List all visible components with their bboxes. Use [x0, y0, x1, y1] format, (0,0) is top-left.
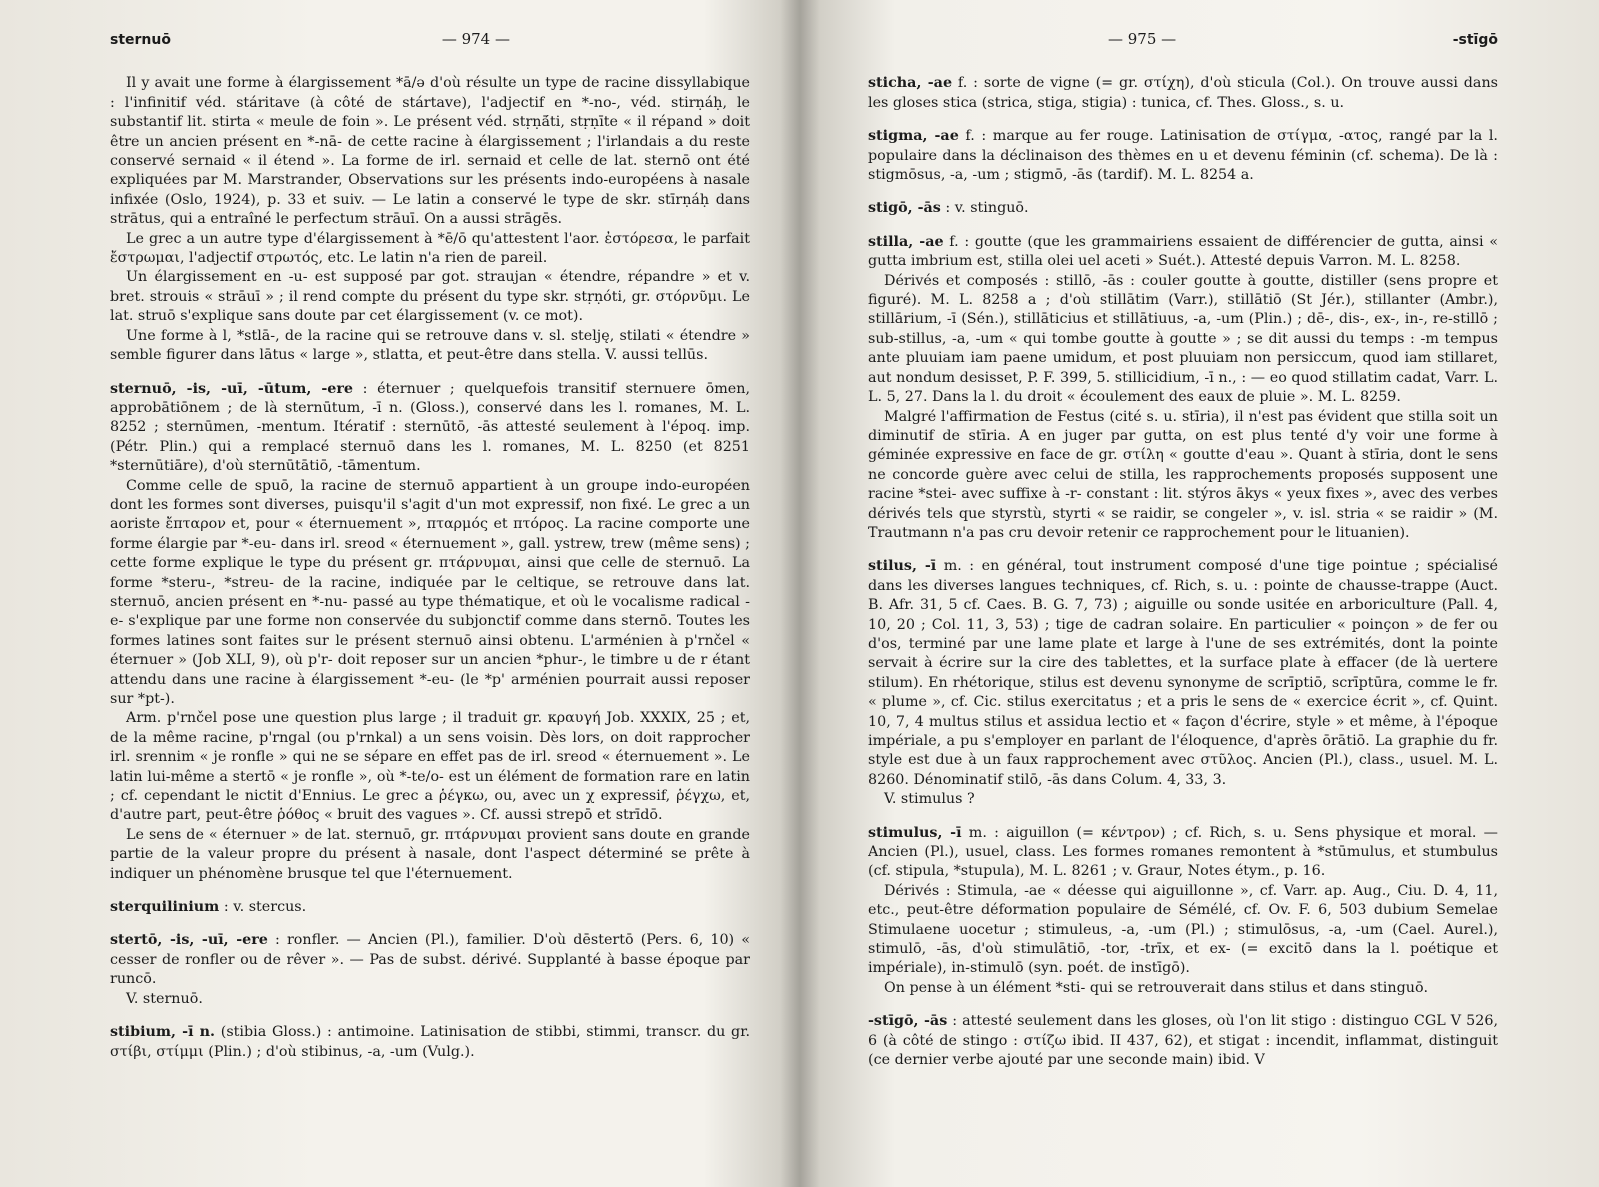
paragraph-text: m. : aiguillon (= κέντρον) ; cf. Rich, s. u. Sens physique et moral. — Ancien (Pl.), usuel, class. Les formes romanes remontent à *stūmulus, et stumbulus (cf. stipula, *stupula), M. L. 8261 ; v. Graur, Notes étym., p. 16. — [868, 824, 1498, 880]
paragraph — [110, 74, 750, 229]
entry-headword: sticha, -ae — [868, 75, 953, 92]
paragraph-text: (stibia Gloss.) : antimoine. Latinisation de stibbi, stimmi, transcr. du gr. στίβι, στίμμι (Plin.) ; d'où stibinus, -a, -um (Vulg.). — [110, 1024, 750, 1060]
left-page — [110, 30, 750, 1170]
dictionary-entry — [110, 931, 750, 989]
right-page — [868, 30, 1498, 1170]
dictionary-entry — [110, 898, 750, 917]
paragraph-text: m. : en général, tout instrument composé d'une tige pointue ; spécialisé dans les diverses langues techniques, cf. Rich, s. u. : pointe de chausse-trappe (Auct. B. Afr. 31, 5 cf. Caes. B. G. 7, 73) ; aiguille ou sonde usitée en arboriculture (Pall. 4, 10, 20 ; Col. 11, 3, 53) ; tige de cadran solaire. En particulier « poinçon » de fer ou d'os, terminé par une lame plate et large à l'une de ses extrémités, dont la pointe servait à écrire sur la cire des tablettes, et la surface plate à effacer (de là uertere stilum). En rhétorique, stilus est devenu synonyme de scrīptiō, scrīptūra, comme le fr. « plume », cf. Cic. stilus exercitatus ; et a pris le sens de « exercice écrit », cf. Quint. 10, 7, 4 multus stilus et assidua lectio et « façon d'écrire, style » et même, à l'époque impériale, a pu s'employer en parlant de l'éloquence, d'après ōrātiō. La graphie du fr. style est due à un faux rapprochement avec στῦλος. Ancien (Pl.), class., usuel. M. L. 8260. Dénominatif stilō, -ās dans Colum. 4, 33, 3. — [868, 558, 1498, 788]
dictionary-entry — [868, 824, 1498, 882]
paragraph-text: Le grec a un autre type d'élargissement à *ē/ō qu'attestent l'aor. ἐστόρεσα, le parfait ἔστρωμαι, l'adjectif στρωτός, etc. Le latin n'a rien de pareil. — [110, 230, 750, 267]
paragraph-text: Il y avait une forme à élargissement *ā/ə d'où résulte un type de racine dissyllabique : l'infinitif véd. stáritave (à côté de stártave), l'adjectif en *-no-, véd. stirṇáḥ, le substantif lit. stirta « meule de foin ». Le présent véd. stṛṇā́ti, stṛṇīte « il répand » doit être un ancien présent en *-nā- de cette racine à élargissement ; l'irlandais a du reste conservé sernaid « il étend ». La forme de irl. sernaid et celle de lat. sternō ont été expliquées par M. Marstrander, Observations sur les présents indo-européens à nasale infixée (Oslo, 1924), p. 33 et suiv. — Le latin a conservé le type de skr. stīrṇáḥ dans strātus, qui a entraîné le perfectum strāuī. On a aussi strāgēs. — [110, 75, 750, 228]
paragraph-text: Arm. p'rnčel pose une question plus large ; il traduit gr. κραυγή Job. XXXIX, 25 ; et, de la même racine, p'rngal (ou p'rnkal) a un sens voisin. Dès lors, on doit rapprocher irl. srennim « je ronfle » qui ne se sépare en effet pas de irl. sreod « éternuement ». Le latin lui-même a stertō « je ronfle », où *-te/o- est un élément de formation rare en latin ; cf. cependant le nictit d'Ennius. Le grec a ῥέγκω, ou, avec un χ expressif, ῥέγχω, et, d'autre part, peut-être ῥόθος « bruit des vagues ». Cf. aussi strepō et strīdō. — [110, 710, 750, 824]
paragraph-text: Malgré l'affirmation de Festus (cité s. u. stīria), il n'est pas évident que stilla soit un diminutif de stīria. A en juger par gutta, on est plus tenté d'y voir une forme à géminée expressive en face de gr. στίλη « goutte d'eau ». Quant à stīria, dont le sens ne concorde guère avec celui de stilla, les rapprochements proposés supposent une racine *stei- avec suffixe à -r- constant : lit. stýros ākys « yeux fixes », avec des verbes dérivés tels que styrstù, styrti « se raidir, se congeler », v. isl. stria « se raidir » (M. Trautmann n'a pas cru devoir retenir ce rapprochement pour le lituanien). — [868, 408, 1498, 541]
left-page-header — [110, 30, 750, 50]
paragraph — [110, 990, 750, 1009]
entry-headword: stilus, -ī — [868, 558, 937, 575]
paragraph-text: : attesté seulement dans les gloses, où l'on lit stigo : distinguo CGL V 526, 6 (à côté de stingo : στίζω ibid. II 437, 62), et stigat : incendit, inflammat, distinguit (ce dernier verbe ajouté par une seconde main) ibid. V — [868, 1013, 1498, 1069]
paragraph — [110, 327, 750, 366]
paragraph-text: Dérivés et composés : stillō, -ās : couler goutte à goutte, distiller (sens propre et figuré). M. L. 8258 a ; d'où stillātim (Varr.), stillātiō (St Jér.), stillanter (Ambr.), stillārium, -ī (Sén.), stillāticius et stillātiuus, -a, -um (Plin.) ; dē-, dis-, ex-, in-, re-stillō ; sub-stillus, -a, -um « qui tombe goutte à goutte » ; se dit aussi du temps : -m tempus ante pluuiam iam paene umidum, et post pluuiam non persiccum, quod iam stillaret, aut nondum desisset, P. F. 399, 5. stillicidium, -ī n., : — eo quod stillatim cadat, Varr. L. L. 5, 27. Dans la l. du droit « écoulement des eaux de pluie ». M. L. 8259. — [868, 272, 1498, 406]
paragraph — [110, 477, 750, 710]
paragraph-text: V. stimulus ? — [884, 791, 975, 808]
paragraph-text: : éternuer ; quelquefois transitif sternuere ōmen, approbātiōnem ; de là sternūtum, -ī n. (Gloss.), conservé dans les l. romanes, M. L. 8252 ; sternūmen, -mentum. Itératif : sternūtō, -ās attesté seulement à l'époq. imp. (Pétr. Plin.) qui a remplacé sternuō dans les l. romanes, M. L. 8250 (et 8251 *sternūtiāre), d'où sternūtātiō, -tāmentum. — [110, 380, 750, 475]
entry-headword: stertō, -is, -uī, -ere — [110, 932, 268, 949]
entry-headword: stigma, -ae — [868, 128, 959, 145]
dictionary-entry — [868, 233, 1498, 272]
entry-headword: sterquilinium — [110, 899, 220, 916]
paragraph-text: Dérivés : Stimula, -ae « déesse qui aiguillonne », cf. Varr. ap. Aug., Ciu. D. 4, 11, etc., peut-être déformation populaire de Sémélé, cf. Ov. F. 6, 503 dubium Semelae Stimulaene uocetur ; stimuleus, -a, -um (Pl.) ; stimulōsus, -a, -um (Cael. Aurel.), stimulō, -ās, d'où stimulātiō, -tor, -trīx, et ex- (= excitō dans la l. poétique et impériale), in-stimulō (syn. poét. de instīgō). — [868, 882, 1498, 977]
entry-headword: stibium, -ī n. — [110, 1024, 216, 1041]
paragraph-text: Une forme à l, *stlā-, de la racine qui se retrouve dans v. sl. stelję, stilati « étendre » semble figurer dans lātus « large », stlatta, et peut-être dans stella. V. aussi tellūs. — [110, 327, 750, 364]
paragraph-text: On pense à un élément *sti- qui se retrouverait dans stilus et dans stinguō. — [884, 979, 1429, 996]
dictionary-entry — [868, 199, 1498, 218]
entry-headword: stigō, -ās — [868, 200, 941, 217]
left-running-head: sternuō — [110, 32, 171, 48]
right-page-body — [868, 74, 1498, 1070]
paragraph — [110, 826, 750, 884]
paragraph-text: : ronfler. — Ancien (Pl.), familier. D'où dēstertō (Pers. 6, 10) « cesser de ronfler ou de rêver ». — Pas de subst. dérivé. Supplanté à basse époque par runcō. — [110, 932, 750, 988]
right-running-head: -stīgō — [1452, 32, 1498, 48]
dictionary-entry — [110, 1023, 750, 1062]
paragraph-text: : v. stercus. — [219, 899, 307, 916]
paragraph-text: f. : marque au fer rouge. Latinisation de στίγμα, -ατος, rangé par la l. populaire dans la déclinaison des thèmes en u et devenu féminin (cf. schema). De là : stigmōsus, -a, -um ; stigmō, -ās (tardif). M. L. 8254 a. — [868, 128, 1498, 184]
paragraph — [110, 268, 750, 326]
paragraph-text: Un élargissement en -u- est supposé par got. straujan « étendre, répandre » et v. bret. strouis « strāuī » ; il rend compte du présent du type skr. stṛṇóti, gr. στόρνῦμι. Le lat. struō s'explique sans doute par cet élargissement (v. ce mot). — [110, 269, 750, 325]
paragraph-text: f. : sorte de vigne (= gr. στίχη), d'où sticula (Col.). On trouve aussi dans les gloses stica (strica, stiga, stigia) : tunica, cf. Thes. Gloss., s. u. — [868, 75, 1498, 111]
dictionary-entry — [868, 127, 1498, 185]
paragraph-text: V. sternuō. — [126, 990, 203, 1007]
dictionary-entry — [110, 380, 750, 477]
entry-headword: sternuō, -is, -uī, -ūtum, -ere — [110, 380, 354, 397]
entry-headword: stilla, -ae — [868, 233, 944, 250]
paragraph — [868, 979, 1498, 998]
left-page-number: — 974 — — [441, 30, 510, 48]
right-page-number: — 975 — — [1108, 30, 1177, 48]
paragraph — [110, 709, 750, 825]
entry-headword: -stīgō, -ās — [868, 1013, 948, 1030]
paragraph-text: : v. stinguō. — [940, 200, 1029, 217]
dictionary-entry — [868, 74, 1498, 113]
dictionary-entry — [868, 1012, 1498, 1070]
paragraph-text: Le sens de « éternuer » de lat. sternuō, gr. πτάρνυμαι provient sans doute en grande partie de la valeur propre du présent à nasale, dont l'aspect déterminé se prête à indiquer un phénomène brusque tel que l'éternuement. — [110, 826, 750, 882]
entry-headword: stimulus, -ī — [868, 824, 962, 841]
book-gutter — [780, 0, 820, 1187]
paragraph — [110, 230, 750, 269]
right-page-header — [868, 30, 1498, 50]
paragraph — [868, 882, 1498, 979]
paragraph — [868, 790, 1498, 809]
paragraph — [868, 272, 1498, 408]
dictionary-entry — [868, 557, 1498, 790]
left-page-body — [110, 74, 750, 1062]
paragraph-text: f. : goutte (que les grammairiens essaient de différencier de gutta, ainsi « gutta imbrium est, stilla olei uel aceti » Suét.). Attesté depuis Varron. M. L. 8258. — [868, 233, 1498, 270]
paragraph — [868, 408, 1498, 544]
paragraph-text: Comme celle de spuō, la racine de sternuō appartient à un groupe indo-européen dont les formes sont diverses, puisqu'il s'agit d'un mot expressif, non fixé. Le grec a un aoriste ἔπταρον et, pour « éternuement », πταρμός et πτόρος. La racine comporte une forme élargie par *-eu- dans irl. sreod « éternuement », gall. ystrew, trew (même sens) ; cette forme explique le type du présent gr. πτάρνυμαι, ainsi que celle de sternuō. La forme *steru-, *streu- de la racine, indiquée par le celtique, se retrouve dans lat. sternuō, ancien présent en *-nu- passé au type thématique, et où le vocalisme radical -e- s'explique par une forme non conservée du subjonctif comme dans sternō. Toutes les formes latines sont faites sur le présent sternuō ainsi obtenu. L'arménien à p'rnčel « éternuer » (Job XLI, 9), où p'r- doit reposer sur un ancien *phur-, le timbre u de r étant attendu dans une racine à élargissement *-eu- (le *p' arménien pourrait aussi reposer sur *pt-). — [110, 477, 750, 707]
